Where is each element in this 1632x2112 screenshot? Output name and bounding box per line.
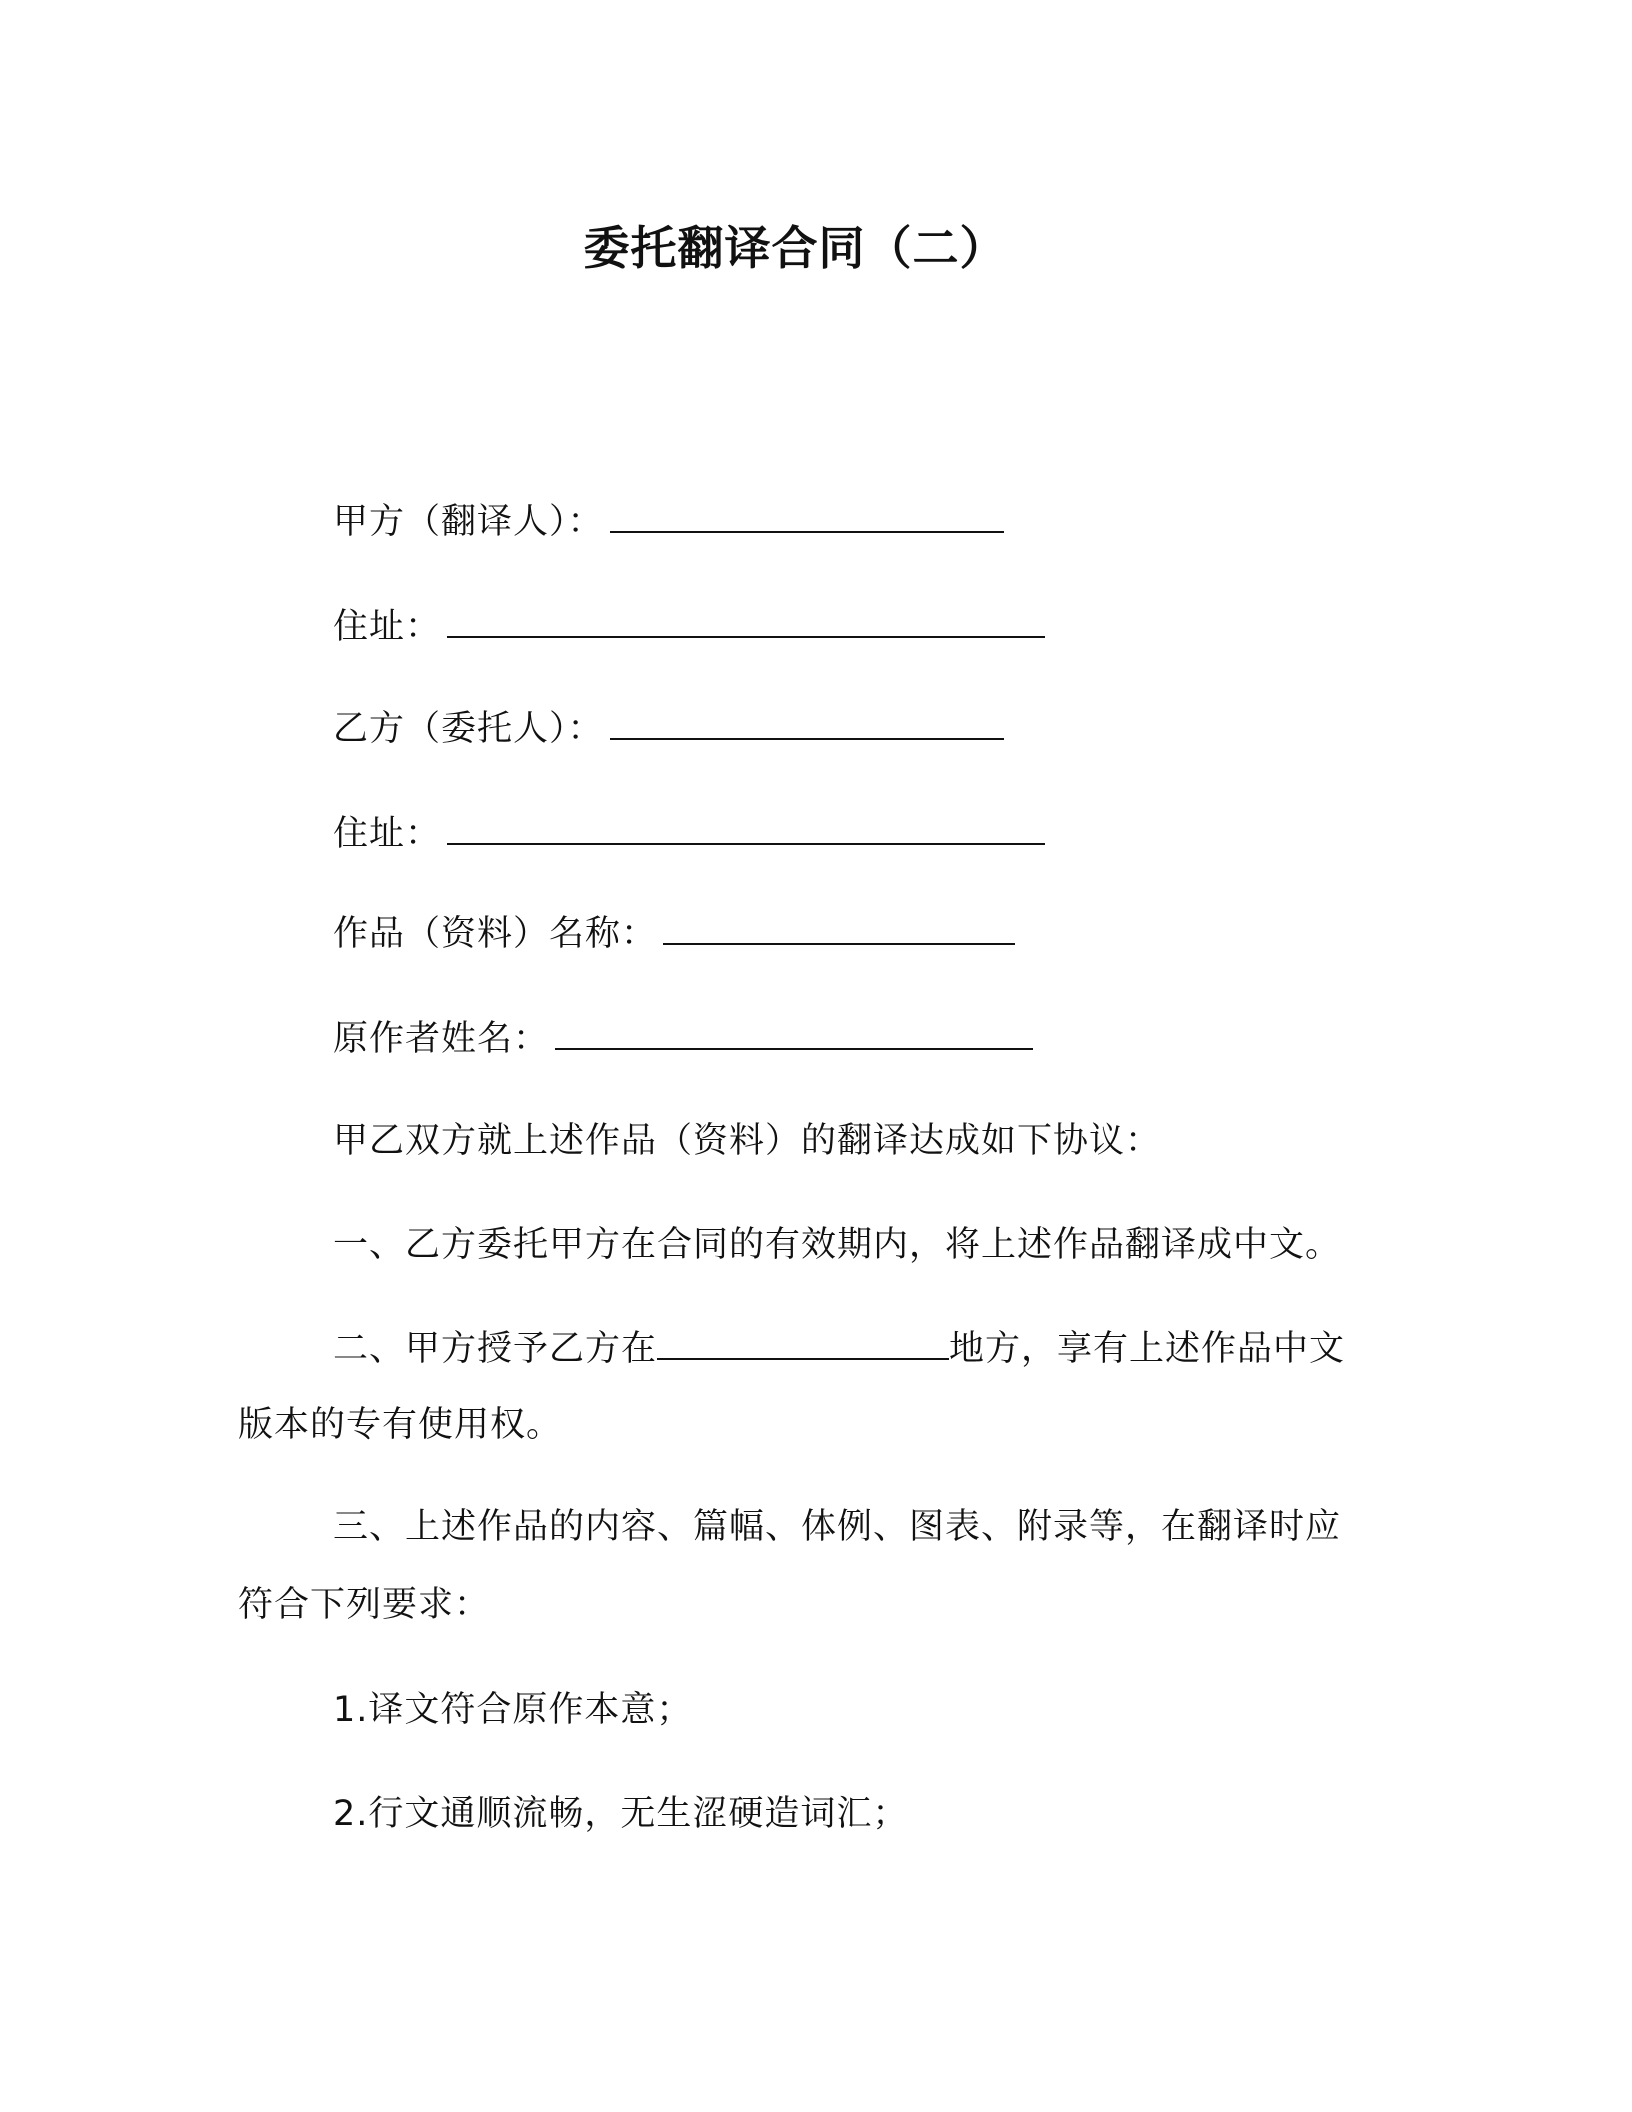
address-b-field bbox=[333, 807, 1045, 859]
party-b-label: 乙方（委托人）： bbox=[333, 709, 604, 749]
clause-2-line1 bbox=[333, 1322, 1345, 1374]
clause-3-line1: 三、上述作品的内容、篇幅、体例、图表、附录等，在翻译时应 bbox=[333, 1507, 1342, 1547]
party-b-field bbox=[333, 702, 1004, 754]
clause-2-before-blank: 二、甲方授予乙方在 bbox=[333, 1329, 658, 1369]
work-name-label: 作品（资料）名称： bbox=[333, 914, 658, 954]
party-b-blank bbox=[610, 702, 1004, 740]
clause-1: 一、乙方委托甲方在合同的有效期内，将上述作品翻译成中文。 bbox=[333, 1225, 1342, 1265]
document-title: 委托翻译合同（二） bbox=[583, 221, 1007, 275]
author-name-label: 原作者姓名： bbox=[333, 1019, 550, 1059]
party-a-field bbox=[333, 495, 1004, 547]
author-name-blank bbox=[555, 1012, 1033, 1050]
requirement-1: 1.译文符合原作本意； bbox=[333, 1690, 693, 1730]
work-name-field bbox=[333, 907, 1015, 959]
address-b-label: 住址： bbox=[333, 814, 442, 854]
requirement-2: 2.行文通顺流畅，无生涩硬造词汇； bbox=[333, 1794, 909, 1834]
author-name-field bbox=[333, 1012, 1033, 1064]
address-a-label: 住址： bbox=[333, 607, 442, 647]
address-b-blank bbox=[447, 807, 1045, 845]
address-a-blank bbox=[447, 600, 1045, 638]
clause-2-line2: 版本的专有使用权。 bbox=[238, 1405, 563, 1445]
party-a-blank bbox=[610, 495, 1004, 533]
intro-paragraph: 甲乙双方就上述作品（资料）的翻译达成如下协议： bbox=[333, 1121, 1162, 1161]
clause-2-blank bbox=[657, 1322, 949, 1360]
clause-3-line2: 符合下列要求： bbox=[238, 1585, 491, 1625]
party-a-label: 甲方（翻译人）： bbox=[333, 502, 604, 542]
address-a-field bbox=[333, 600, 1045, 652]
work-name-blank bbox=[663, 907, 1015, 945]
clause-2-after-blank: 地方，享有上述作品中文 bbox=[949, 1329, 1346, 1369]
